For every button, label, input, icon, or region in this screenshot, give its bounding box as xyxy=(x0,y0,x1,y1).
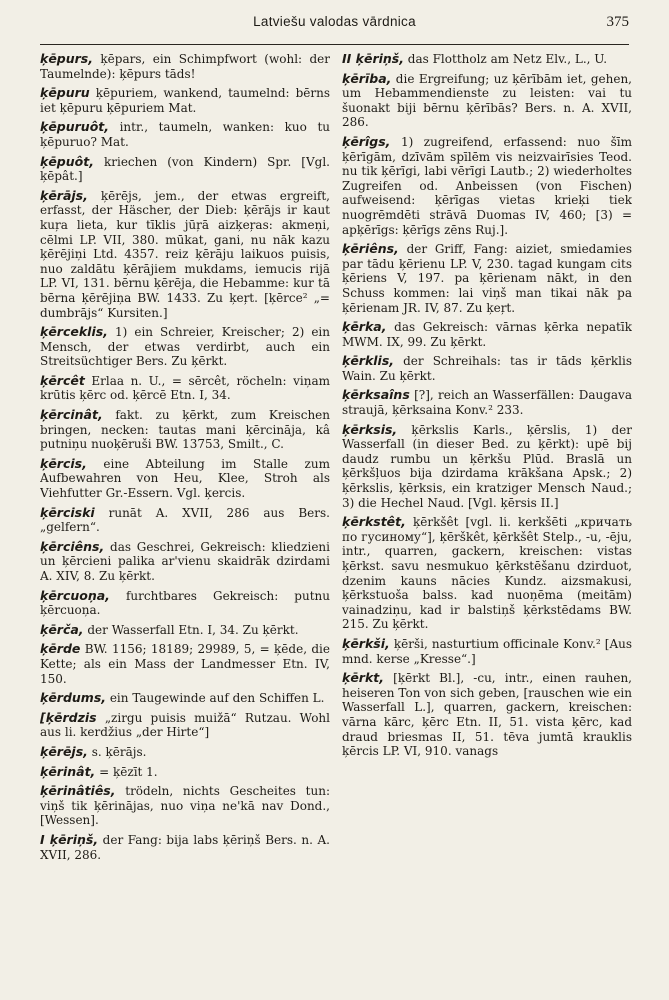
entry-definition: fakt. zu ķērkt, zum Kreischen bringen, necken: tautas mani ķērcināja, kâ putniņu nuoķēruši BW. 13753, Smilt., C. xyxy=(40,408,330,452)
entry-definition: der Schreihals: tas ir tāds ķērklis Wain. Zu ķērkt. xyxy=(342,354,632,383)
entry-headword: ķērciski xyxy=(40,504,95,520)
dictionary-entry xyxy=(342,135,632,237)
dictionary-entry xyxy=(40,589,330,618)
entry-headword: ķērinât, xyxy=(40,763,96,779)
entry-headword: ķērkt, xyxy=(342,670,384,686)
entry-definition: [?], reich an Wasserfällen: Daugava straujā, ķērksaina Konv.² 233. xyxy=(342,388,632,418)
entry-definition: kriechen (von Kindern) Spr. [Vgl. ķēpât.] xyxy=(40,154,330,184)
entry-definition: BW. 1156; 18189; 29989, 5, = ķēde, die Kette; als ein Mass der Landmesser Etn. IV, 150. xyxy=(40,642,330,686)
dictionary-entry xyxy=(40,506,330,535)
entry-definition: ein Taugewinde auf den Schiffen L. xyxy=(106,691,325,706)
entry-definition: ķērkšêt [vgl. li. kerkšēti „кричать по гусиному“], ķērškêt, ķērkšêt Stelp., -u, -ēju, intr., quarren, gackern, kreischen: vistas ķērkst. savu nesmukuo ķērkstēšanu dzirduot, dzenim kauns nācies Kundz. aizsmakusi, ķērkstuoša balss. kad nuoņēma (meitām) vainadziņu, kad ir balstiņš ķērkstēdams BW. 215. Zu ķērkt. xyxy=(342,515,632,632)
entry-definition: ķēpuriem, wankend, taumelnd: bērns iet ķēpuru ķēpuriem Mat. xyxy=(40,86,330,115)
entry-definition: s. ķērājs. xyxy=(87,744,147,759)
dictionary-entry xyxy=(342,354,632,383)
page-number: 375 xyxy=(606,14,629,30)
entry-headword: ķērceklis, xyxy=(40,324,108,340)
entry-definition: [ķērkt Bl.], -cu, intr., einen rauhen, heiseren Ton von sich geben, [rauschen wie ein Wasserfall L.], quarren, gackern, kreischen: vārna kārc, ķērc Etn. II, 51. vista ķērc, kad draud briesmas II, 51. tēva jumtā krauklis ķērcis LP. VI, 910. vanags xyxy=(342,671,632,759)
dictionary-entry xyxy=(40,457,330,501)
dictionary-entry xyxy=(342,637,632,666)
entry-definition: der Griff, Fang: aiziet, smiedamies par tādu ķērienu LP. V, 230. tagad kungam cits ķēriens V, 197. pa ķērienam nākt, in den Schuss kommen: lai viņš man tikai nāk pa ķērienam JR. IV, 87. Zu ķeŗt. xyxy=(342,242,632,315)
entry-headword: ķērcinât, xyxy=(40,407,103,423)
entry-headword: ķērksis, xyxy=(342,421,398,437)
entry-headword: ķēpuru xyxy=(40,85,90,101)
dictionary-entry xyxy=(40,86,330,115)
dictionary-entry xyxy=(342,242,632,315)
entry-definition: runāt A. XVII, 286 aus Bers. „gelfern“. xyxy=(40,505,330,535)
dictionary-entry xyxy=(40,784,330,828)
running-title: Latviešu valodas vārdnica xyxy=(253,14,416,29)
entry-definition: Erlaa n. U., = sērcêt, röcheln: viņam krūtis ķērc od. ķērcē Etn. I, 34. xyxy=(40,373,330,403)
entry-definition: eine Abteilung im Stalle zum Aufbewahren von Heu, Klee, Stroh als Viehfutter Gr.-Essern. Vgl. ķercis. xyxy=(40,456,330,501)
entry-headword: ķērkstêt, xyxy=(342,514,406,530)
entry-definition: furchtbares Gekreisch: putnu ķērcuoņa. xyxy=(40,588,330,618)
entry-definition: der Fang: bija labs ķēriņš Bers. n. A. XVII, 286. xyxy=(40,832,330,862)
dictionary-entry xyxy=(342,320,632,349)
entry-headword: ķērējs, xyxy=(40,743,88,759)
entry-headword: ķērča, xyxy=(40,621,84,637)
dictionary-entry xyxy=(342,388,632,417)
entry-definition: 1) zugreifend, erfassend: nuo šīm ķērīgām, dzīvām spīlēm vis neizvairīsies Teod. nu tik ķērīgi, labi vērīgi Lautb.; 2) wiederholtes Zugreifen od. Anbeissen (von Fischen) aufweisend: ķērīgas vietas krieķi tiek nuogrēmdēti strāvā Duomas IV, 460; [3) = apķērīgs: ķērīgs zēns Ruj.]. xyxy=(342,134,632,237)
entry-definition: ķēpars, ein Schimpfwort (wohl: der Taumelnde): ķēpurs tāds! xyxy=(40,52,330,81)
dictionary-entry xyxy=(40,765,330,780)
entry-headword: ķērcis, xyxy=(40,455,87,471)
entry-headword: ķērksaîns xyxy=(342,387,410,403)
page-header xyxy=(40,14,629,36)
dictionary-entry xyxy=(40,408,330,452)
header-rule xyxy=(40,44,629,45)
entry-definition: 1) ein Schreier, Kreischer; 2) ein Mensch, der etwas verdirbt, auch ein Streitsüchtiger Bers. Zu ķērkt. xyxy=(40,325,330,369)
left-column xyxy=(40,52,330,990)
entry-definition: = ķēzīt 1. xyxy=(95,764,158,779)
entry-headword: ķērîgs, xyxy=(342,133,391,149)
entry-definition: das Geschrei, Gekreisch: kliedzieni un ķērcieni palika ar'vienu skaidrāk dzirdami A. XIV, 8. Zu ķērkt. xyxy=(40,539,330,583)
dictionary-entry xyxy=(40,120,330,149)
entry-headword: ķērinâtiês, xyxy=(40,783,116,799)
entry-headword: ķērde xyxy=(40,641,81,657)
entry-headword: ķērciêns, xyxy=(40,538,105,554)
entry-definition: ķērši, nasturtium officinale Konv.² [Aus mnd. kerse „Kresse“.] xyxy=(342,636,632,666)
dictionary-entry xyxy=(40,155,330,184)
dictionary-entry xyxy=(342,515,632,632)
entry-headword: ķērājs, xyxy=(40,187,88,203)
dictionary-entry xyxy=(40,711,330,740)
entry-headword: ķērcuoņa, xyxy=(40,587,110,603)
right-column xyxy=(342,52,632,990)
entry-headword: ķēriêns, xyxy=(342,241,399,257)
entry-definition: „zirgu puisis muižā“ Rutzau. Wohl aus li. kerdžius „der Hirte“] xyxy=(40,710,330,740)
entry-headword: II ķēriņš, xyxy=(342,52,404,66)
entry-headword: I ķēriņš, xyxy=(40,831,99,847)
dictionary-entry xyxy=(40,833,330,862)
dictionary-entry xyxy=(40,540,330,584)
entry-headword: ķēpuôt, xyxy=(40,153,94,169)
dictionary-entry xyxy=(40,745,330,760)
entry-definition: trödeln, nichts Gescheites tun: viņš tik ķērinājas, nuo viņa ne'kā nav Dond., [Wessen]. xyxy=(40,784,330,828)
entry-headword: ķēpuruôt, xyxy=(40,119,110,135)
dictionary-entry xyxy=(342,671,632,759)
dictionary-entry xyxy=(40,642,330,686)
dictionary-entry xyxy=(40,691,330,706)
dictionary-entry xyxy=(40,374,330,403)
dictionary-entry xyxy=(40,189,330,320)
entry-definition: die Ergreifung; uz ķērībām iet, gehen, um Hebammendienste zu leisten: vai tu šuonakt biji bērnu ķērībās? Bers. n. A. XVII, 286. xyxy=(342,71,632,130)
entry-headword: ķērklis, xyxy=(342,353,395,369)
entry-definition: ķērējs, jem., der etwas ergreift, erfasst, der Häscher, der Dieb: ķērājs ir kaut kuŗa lieta, kur tīklis jūŗā aizķeŗas: akmeņi, cēlmi LP. VII, 380. mūkat, gani, nu nāk kazu ķērējiņi Ltd. 4357. reiz ķērāju laikuos puisis, nuo zaldātu ķērājiem mukdams, iemucis rijā LP. VI, 131. bērnu ķērēja, die Hebamme: kur tā bērna ķērējiņa BW. 1433. Zu ķeŗt. [ķērce² „= dumbrājs“ Kursiten.] xyxy=(40,188,330,320)
entry-definition: der Wasserfall Etn. I, 34. Zu ķērkt. xyxy=(83,622,299,637)
entry-headword: ķērdums, xyxy=(40,690,107,706)
entry-headword: ķērība, xyxy=(342,70,392,86)
entry-definition: das Gekreisch: vārnas ķērka nepatīk MWM. IX, 99. Zu ķērkt. xyxy=(342,320,632,349)
dictionary-entry xyxy=(40,52,330,81)
dictionary-entry xyxy=(342,423,632,511)
entry-headword: ķērcêt xyxy=(40,372,85,388)
dictionary-entry xyxy=(40,325,330,369)
entry-definition: das Flottholz am Netz Elv., L., U. xyxy=(403,52,608,66)
entry-headword: ķērkši, xyxy=(342,635,390,651)
dictionary-entry xyxy=(40,623,330,638)
entry-definition: intr., taumeln, wanken: kuo tu ķēpuruo? Mat. xyxy=(40,120,330,149)
entry-definition: ķērkslis Karls., ķērslis, 1) der Wasserfall (in dieser Bed. zu ķērkt): upē bij daudz rumbu un ķērkšu Plūd. Braslā un ķērkšļuos bija dzirdama krākšana Apsk.; 2) ķērkslis, ķērksis, ein kratziger Mensch Naud.; 3) die Hechel Naud. [Vgl. ķērsis II.] xyxy=(342,422,632,510)
entry-headword: ķērka, xyxy=(342,319,387,335)
entry-headword: ķēpurs, xyxy=(40,52,93,66)
entry-headword: [ķērdzis xyxy=(40,709,97,725)
dictionary-entry xyxy=(342,72,632,130)
dictionary-entry xyxy=(342,52,632,67)
